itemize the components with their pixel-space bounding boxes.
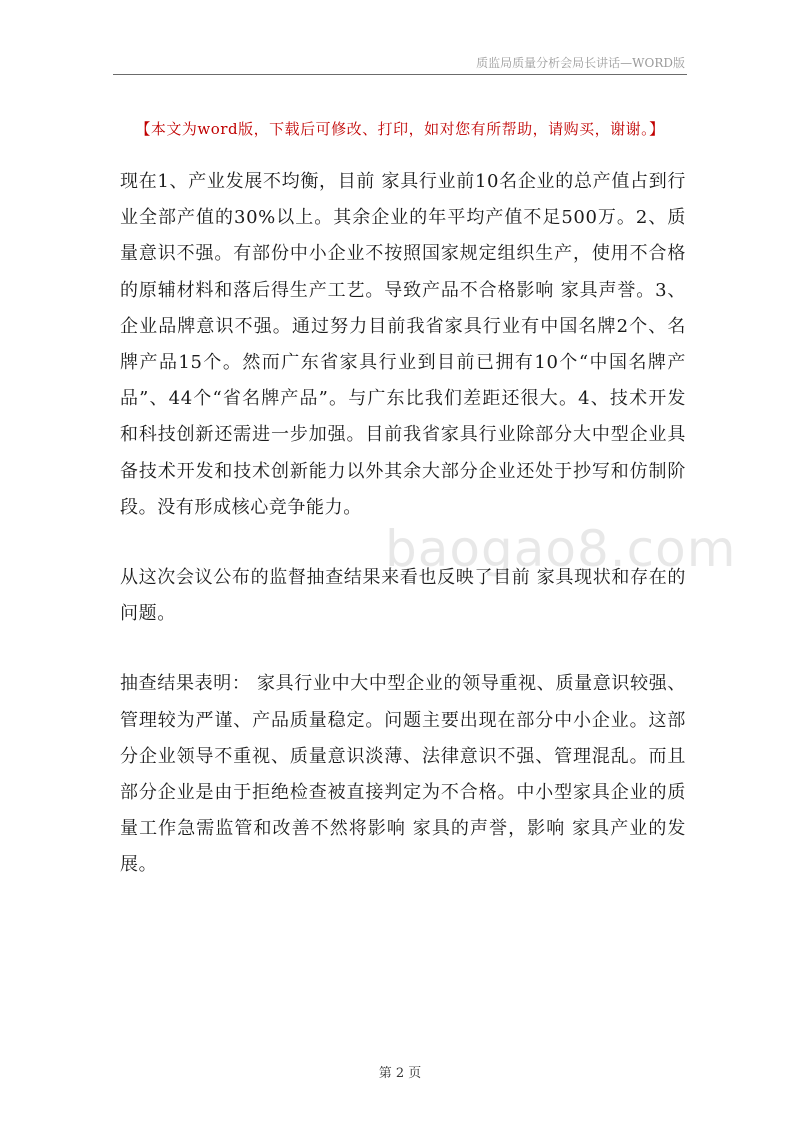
- paragraph-gap: [120, 632, 686, 666]
- watermark: baogao8.com: [385, 520, 737, 578]
- header-title: 质监局质量分析会局长讲话—WORD版: [476, 56, 685, 70]
- paragraph-industry-issues: 现在1、产业发展不均衡，目前 家具行业前10名企业的总产值占到行业全部产值的30%以上。其余企业的年平均产值不足500万。2、质量意识不强。有部份中小企业不按照国家规定组织生产，使用不合格的原辅材料和落后得生产工艺。导致产品不合格影响 家具声誉。3、企业品牌意识不强。通过努力目前我省家具行业有中国名牌2个、名牌产品15个。然而广东省家具行业到目前已拥有10个“中国名牌产品”、44个“省名牌产品”。与广东比我们差距还很大。4、技术开发和科技创新还需进一步加强。目前我省家具行业除部分大中型企业具备技术开发和技术创新能力以外其余大部分企业还处于抄写和仿制阶段。没有形成核心竞争能力。: [120, 171, 686, 518]
- page-header: [113, 52, 687, 75]
- paragraph-inspection-overview: 从这次会议公布的监督抽查结果来看也反映了目前 家具现状和存在的问题。: [120, 567, 686, 625]
- paragraph-inspection-results: 抽查结果表明： 家具行业中大中型企业的领导重视、质量意识较强、管理较为严谨、产品质量稳定。问题主要出现在部分中小企业。这部分企业领导不重视、质量意识淡薄、法律意识不强、管理混乱。而且部分企业是由于拒绝检查被直接判定为不合格。中小型家具企业的质量工作急需监管和改善不然将影响 家具的声誉，影响 家具产业的发展。: [120, 673, 686, 876]
- purchase-notice: 【本文为word版，下载后可修改、打印，如对您有所帮助，请购买，谢谢。】: [135, 120, 665, 138]
- document-body: [120, 164, 686, 884]
- page-number: 第 2 页: [378, 1066, 422, 1081]
- paragraph-gap: [120, 526, 686, 560]
